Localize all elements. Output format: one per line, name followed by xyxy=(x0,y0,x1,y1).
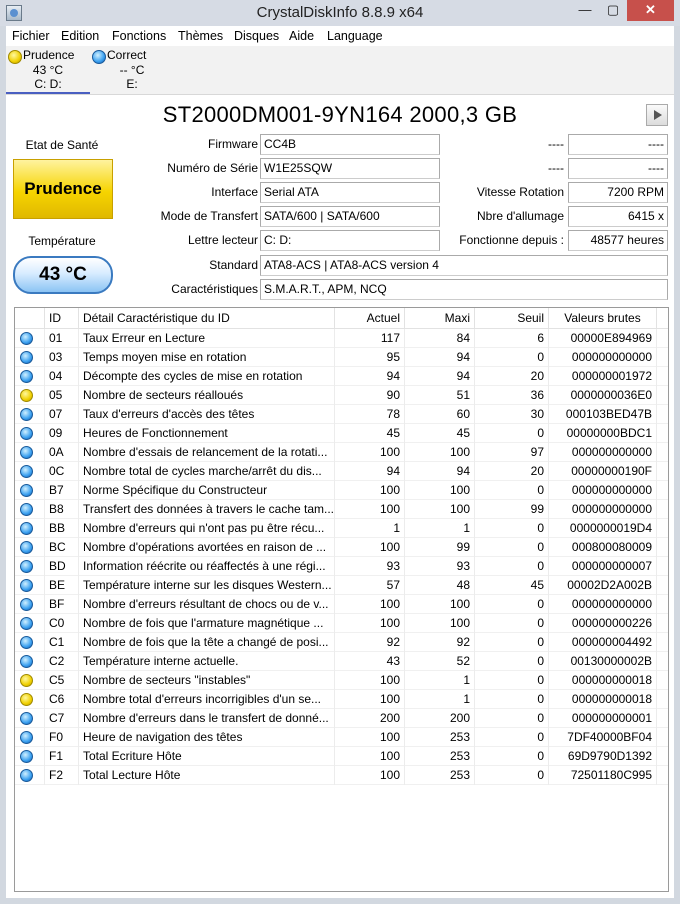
raw-value: 72501180C995 xyxy=(549,766,657,785)
raw-value: 000000000000 xyxy=(549,348,657,367)
table-row[interactable] xyxy=(15,443,668,462)
worst-value: 1 xyxy=(405,671,475,690)
current-value: 100 xyxy=(335,595,405,614)
attribute-id: C1 xyxy=(45,633,79,652)
threshold-value: 0 xyxy=(475,671,549,690)
threshold-value: 6 xyxy=(475,329,549,348)
table-row[interactable] xyxy=(15,766,668,785)
main-window xyxy=(6,26,674,898)
attribute-name: Total Ecriture Hôte xyxy=(79,747,335,766)
status-cell xyxy=(15,633,45,652)
good-status-icon xyxy=(20,503,33,516)
drive-temperature: -- °C xyxy=(119,63,145,77)
table-row[interactable] xyxy=(15,500,668,519)
attribute-name: Information réécrite ou réaffectés à une régi... xyxy=(79,557,335,576)
table-row[interactable] xyxy=(15,728,668,747)
transfer-mode-field: SATA/600 | SATA/600 xyxy=(260,206,440,227)
worst-value: 52 xyxy=(405,652,475,671)
attribute-name: Heure de navigation des têtes xyxy=(79,728,335,747)
current-value: 57 xyxy=(335,576,405,595)
raw-value: 000000000000 xyxy=(549,595,657,614)
table-row[interactable] xyxy=(15,519,668,538)
worst-value: 94 xyxy=(405,348,475,367)
raw-value: 000000000018 xyxy=(549,671,657,690)
worst-value: 100 xyxy=(405,614,475,633)
threshold-value: 0 xyxy=(475,595,549,614)
attribute-name: Température interne sur les disques Western... xyxy=(79,576,335,595)
features-field: S.M.A.R.T., APM, NCQ xyxy=(260,279,668,300)
current-value: 95 xyxy=(335,348,405,367)
current-value: 45 xyxy=(335,424,405,443)
caution-status-icon xyxy=(20,389,33,402)
drive-tab-c[interactable] xyxy=(6,48,90,94)
raw-value: 00000000190F xyxy=(549,462,657,481)
firmware-label: Firmware xyxy=(208,137,258,151)
attribute-name: Nombre d'erreurs qui n'ont pas pu être récu... xyxy=(79,519,335,538)
raw-value: 7DF40000BF04 xyxy=(549,728,657,747)
menu-aide[interactable]: Aide xyxy=(289,29,315,43)
good-status-icon xyxy=(20,541,33,554)
threshold-value: 0 xyxy=(475,766,549,785)
attribute-name: Nombre de fois que l'armature magnétique ... xyxy=(79,614,335,633)
current-value: 94 xyxy=(335,462,405,481)
good-status-icon xyxy=(20,636,33,649)
threshold-value: 0 xyxy=(475,538,549,557)
worst-value: 100 xyxy=(405,481,475,500)
attribute-name: Nombre de secteurs réalloués xyxy=(79,386,335,405)
raw-value: 000800080009 xyxy=(549,538,657,557)
worst-value: 1 xyxy=(405,690,475,709)
table-row[interactable] xyxy=(15,329,668,348)
smart-table[interactable] xyxy=(14,307,669,892)
id-column-header[interactable]: ID xyxy=(45,308,79,328)
status-cell xyxy=(15,424,45,443)
current-value: 100 xyxy=(335,728,405,747)
worst-value: 253 xyxy=(405,766,475,785)
good-status-icon xyxy=(20,332,33,345)
attribute-name: Transfert des données à travers le cache tam... xyxy=(79,500,335,519)
attribute-id: 05 xyxy=(45,386,79,405)
serial-field: W1E25SQW xyxy=(260,158,440,179)
power-on-count-field: 6415 x xyxy=(568,206,668,227)
attribute-id: BF xyxy=(45,595,79,614)
current-value: 93 xyxy=(335,557,405,576)
firmware-field: CC4B xyxy=(260,134,440,155)
attribute-name: Nombre de fois que la tête a changé de posi... xyxy=(79,633,335,652)
raw-value: 000000000000 xyxy=(549,481,657,500)
current-value: 94 xyxy=(335,367,405,386)
worst-value: 100 xyxy=(405,443,475,462)
attribute-id: B8 xyxy=(45,500,79,519)
current-value: 100 xyxy=(335,443,405,462)
menu-fichier[interactable]: Fichier xyxy=(12,29,50,43)
empty-field-2: ---- xyxy=(568,158,668,179)
current-value: 100 xyxy=(335,500,405,519)
threshold-value: 0 xyxy=(475,481,549,500)
status-column-header xyxy=(15,308,45,328)
attribute-id: C0 xyxy=(45,614,79,633)
worst-value: 99 xyxy=(405,538,475,557)
table-row[interactable] xyxy=(15,557,668,576)
threshold-value: 45 xyxy=(475,576,549,595)
threshold-value: 36 xyxy=(475,386,549,405)
threshold-value: 0 xyxy=(475,348,549,367)
current-value: 1 xyxy=(335,519,405,538)
table-row[interactable] xyxy=(15,595,668,614)
transfer-mode-label: Mode de Transfert xyxy=(160,209,258,223)
threshold-value: 0 xyxy=(475,633,549,652)
attribute-id: 0A xyxy=(45,443,79,462)
disk-title: ST2000DM001-9YN164 2000,3 GB xyxy=(162,102,518,127)
attribute-name: Nombre d'essais de relancement de la rotati... xyxy=(79,443,335,462)
status-cell xyxy=(15,443,45,462)
close-button[interactable]: ✕ xyxy=(627,0,674,21)
good-status-icon xyxy=(20,560,33,573)
attribute-column-header[interactable]: Détail Caractéristique du ID xyxy=(79,308,335,328)
menu-bar xyxy=(6,26,674,46)
temperature-display[interactable]: 43 °C xyxy=(13,256,113,294)
threshold-value: 0 xyxy=(475,519,549,538)
rotation-speed-label: Vitesse Rotation xyxy=(476,185,564,199)
status-cell xyxy=(15,690,45,709)
good-status-icon xyxy=(92,50,106,64)
table-row[interactable] xyxy=(15,538,668,557)
table-row[interactable] xyxy=(15,424,668,443)
rotation-speed-field: 7200 RPM xyxy=(568,182,668,203)
good-status-icon xyxy=(20,427,33,440)
good-status-icon xyxy=(20,484,33,497)
serial-label: Numéro de Série xyxy=(167,161,258,175)
attribute-id: F0 xyxy=(45,728,79,747)
threshold-value: 97 xyxy=(475,443,549,462)
attribute-id: C2 xyxy=(45,652,79,671)
raw-value: 000000000226 xyxy=(549,614,657,633)
table-row[interactable] xyxy=(15,747,668,766)
attribute-id: 04 xyxy=(45,367,79,386)
table-row[interactable] xyxy=(15,576,668,595)
worst-value: 253 xyxy=(405,728,475,747)
current-value: 78 xyxy=(335,405,405,424)
menu-fonctions[interactable]: Fonctions xyxy=(112,29,167,43)
attribute-name: Nombre total d'erreurs incorrigibles d'un se... xyxy=(79,690,335,709)
good-status-icon xyxy=(20,750,33,763)
attribute-id: 03 xyxy=(45,348,79,367)
empty-field-1: ---- xyxy=(568,134,668,155)
good-status-icon xyxy=(20,617,33,630)
attribute-name: Nombre d'erreurs résultant de chocs ou de v... xyxy=(79,595,335,614)
table-row[interactable] xyxy=(15,633,668,652)
minimize-button[interactable]: — xyxy=(578,2,592,17)
menu-themes[interactable]: Thèmes xyxy=(178,29,224,43)
power-on-hours-field: 48577 heures xyxy=(568,230,668,251)
attribute-id: C6 xyxy=(45,690,79,709)
worst-value: 51 xyxy=(405,386,475,405)
status-cell xyxy=(15,405,45,424)
current-value: 100 xyxy=(335,690,405,709)
threshold-value: 0 xyxy=(475,747,549,766)
table-row[interactable] xyxy=(15,709,668,728)
interface-field: Serial ATA xyxy=(260,182,440,203)
temperature-label: Température xyxy=(28,234,96,248)
menu-disques[interactable]: Disques xyxy=(234,29,280,43)
attribute-name: Nombre de secteurs "instables" xyxy=(79,671,335,690)
drive-temperature: 43 °C xyxy=(32,63,64,77)
status-cell xyxy=(15,329,45,348)
current-value: 90 xyxy=(335,386,405,405)
table-row[interactable] xyxy=(15,386,668,405)
attribute-name: Nombre total de cycles marche/arrêt du dis... xyxy=(79,462,335,481)
worst-value: 92 xyxy=(405,633,475,652)
worst-value: 94 xyxy=(405,367,475,386)
status-cell xyxy=(15,728,45,747)
current-value: 100 xyxy=(335,747,405,766)
table-row[interactable] xyxy=(15,481,668,500)
attribute-name: Décompte des cycles de mise en rotation xyxy=(79,367,335,386)
smart-table-header xyxy=(15,308,668,329)
interface-label: Interface xyxy=(211,185,258,199)
features-label: Caractéristiques xyxy=(171,282,258,296)
raw-value: 000103BED47B xyxy=(549,405,657,424)
status-cell xyxy=(15,766,45,785)
table-row[interactable] xyxy=(15,690,668,709)
caution-status-icon xyxy=(8,50,22,64)
table-row[interactable] xyxy=(15,652,668,671)
worst-value: 1 xyxy=(405,519,475,538)
status-cell xyxy=(15,614,45,633)
power-on-count-label: Nbre d'allumage xyxy=(476,209,564,223)
drive-selector-bar xyxy=(6,46,674,95)
next-disk-button[interactable] xyxy=(646,104,668,126)
status-cell xyxy=(15,557,45,576)
status-cell xyxy=(15,709,45,728)
attribute-name: Taux d'erreurs d'accès des têtes xyxy=(79,405,335,424)
good-status-icon xyxy=(20,370,33,383)
standard-label: Standard xyxy=(209,258,258,272)
current-value: 92 xyxy=(335,633,405,652)
title-bar xyxy=(0,0,680,26)
raw-value: 69D9790D1392 xyxy=(549,747,657,766)
status-cell xyxy=(15,671,45,690)
good-status-icon xyxy=(20,712,33,725)
threshold-value: 0 xyxy=(475,614,549,633)
good-status-icon xyxy=(20,655,33,668)
attribute-name: Norme Spécifique du Constructeur xyxy=(79,481,335,500)
attribute-name: Temps moyen mise en rotation xyxy=(79,348,335,367)
threshold-value: 0 xyxy=(475,728,549,747)
threshold-value: 0 xyxy=(475,652,549,671)
attribute-id: 01 xyxy=(45,329,79,348)
table-row[interactable] xyxy=(15,367,668,386)
attribute-id: 07 xyxy=(45,405,79,424)
current-value: 43 xyxy=(335,652,405,671)
attribute-name: Nombre d'erreurs dans le transfert de donné... xyxy=(79,709,335,728)
table-row[interactable] xyxy=(15,614,668,633)
attribute-id: BB xyxy=(45,519,79,538)
threshold-value: 20 xyxy=(475,462,549,481)
raw-values-column-header[interactable]: Valeurs brutes xyxy=(549,308,657,328)
raw-value: 000000000018 xyxy=(549,690,657,709)
good-status-icon xyxy=(20,579,33,592)
threshold-value: 0 xyxy=(475,557,549,576)
status-cell xyxy=(15,386,45,405)
worst-value: 48 xyxy=(405,576,475,595)
current-value: 200 xyxy=(335,709,405,728)
raw-value: 0000000019D4 xyxy=(549,519,657,538)
good-status-icon xyxy=(20,522,33,535)
table-row[interactable] xyxy=(15,671,668,690)
threshold-value: 0 xyxy=(475,690,549,709)
status-cell xyxy=(15,481,45,500)
attribute-name: Température interne actuelle. xyxy=(79,652,335,671)
raw-value: 000000000001 xyxy=(549,709,657,728)
worst-value: 100 xyxy=(405,500,475,519)
current-value: 100 xyxy=(335,481,405,500)
drive-status: Correct xyxy=(107,48,147,62)
attribute-id: BC xyxy=(45,538,79,557)
raw-value: 000000000007 xyxy=(549,557,657,576)
raw-value: 0000000036E0 xyxy=(549,386,657,405)
attribute-name: Total Lecture Hôte xyxy=(79,766,335,785)
standard-field: ATA8-ACS | ATA8-ACS version 4 xyxy=(260,255,668,276)
attribute-id: BE xyxy=(45,576,79,595)
attribute-id: BD xyxy=(45,557,79,576)
attribute-id: C5 xyxy=(45,671,79,690)
threshold-column-header[interactable]: Seuil xyxy=(475,308,549,328)
menu-language[interactable]: Language xyxy=(327,29,383,43)
drive-letter-label: Lettre lecteur xyxy=(187,233,258,247)
table-row[interactable] xyxy=(15,462,668,481)
worst-value: 93 xyxy=(405,557,475,576)
attribute-id: C7 xyxy=(45,709,79,728)
raw-value: 00130000002B xyxy=(549,652,657,671)
raw-value: 000000000000 xyxy=(549,443,657,462)
empty-label-2: ---- xyxy=(548,161,564,175)
maximize-button[interactable]: ▢ xyxy=(606,2,620,17)
good-status-icon xyxy=(20,408,33,421)
raw-value: 000000001972 xyxy=(549,367,657,386)
menu-edition[interactable]: Edition xyxy=(61,29,100,43)
table-row[interactable] xyxy=(15,348,668,367)
current-value: 100 xyxy=(335,614,405,633)
caution-status-icon xyxy=(20,693,33,706)
status-cell xyxy=(15,747,45,766)
good-status-icon xyxy=(20,351,33,364)
table-row[interactable] xyxy=(15,405,668,424)
caution-status-icon xyxy=(20,674,33,687)
threshold-value: 99 xyxy=(475,500,549,519)
good-status-icon xyxy=(20,769,33,782)
status-cell xyxy=(15,462,45,481)
drive-letters: C: D: xyxy=(34,77,62,91)
status-cell xyxy=(15,595,45,614)
attribute-id: 0C xyxy=(45,462,79,481)
attribute-id: B7 xyxy=(45,481,79,500)
empty-label-1: ---- xyxy=(548,137,564,151)
threshold-value: 30 xyxy=(475,405,549,424)
current-column-header[interactable]: Actuel xyxy=(335,308,405,328)
current-value: 100 xyxy=(335,671,405,690)
worst-column-header[interactable]: Maxi xyxy=(405,308,475,328)
status-cell xyxy=(15,500,45,519)
status-cell xyxy=(15,538,45,557)
good-status-icon xyxy=(20,731,33,744)
current-value: 100 xyxy=(335,538,405,557)
threshold-value: 0 xyxy=(475,424,549,443)
worst-value: 200 xyxy=(405,709,475,728)
threshold-value: 0 xyxy=(475,709,549,728)
attribute-name: Nombre d'opérations avortées en raison de ... xyxy=(79,538,335,557)
worst-value: 84 xyxy=(405,329,475,348)
status-cell xyxy=(15,652,45,671)
attribute-id: F1 xyxy=(45,747,79,766)
raw-value: 000000004492 xyxy=(549,633,657,652)
health-label: Etat de Santé xyxy=(25,138,99,152)
raw-value: 00000E894969 xyxy=(549,329,657,348)
current-value: 117 xyxy=(335,329,405,348)
drive-letters: E: xyxy=(126,77,138,91)
attribute-id: F2 xyxy=(45,766,79,785)
raw-value: 000000000000 xyxy=(549,500,657,519)
worst-value: 100 xyxy=(405,595,475,614)
good-status-icon xyxy=(20,598,33,611)
drive-tab-e[interactable] xyxy=(90,48,174,94)
status-cell xyxy=(15,367,45,386)
worst-value: 60 xyxy=(405,405,475,424)
status-cell xyxy=(15,348,45,367)
drive-status: Prudence xyxy=(23,48,75,62)
good-status-icon xyxy=(20,465,33,478)
worst-value: 253 xyxy=(405,747,475,766)
attribute-name: Taux Erreur en Lecture xyxy=(79,329,335,348)
status-cell xyxy=(15,576,45,595)
worst-value: 94 xyxy=(405,462,475,481)
attribute-id: 09 xyxy=(45,424,79,443)
power-on-hours-label: Fonctionne depuis : xyxy=(459,233,564,247)
health-status-button[interactable]: Prudence xyxy=(13,159,113,219)
threshold-value: 20 xyxy=(475,367,549,386)
attribute-name: Heures de Fonctionnement xyxy=(79,424,335,443)
raw-value: 00000000BDC1 xyxy=(549,424,657,443)
good-status-icon xyxy=(20,446,33,459)
worst-value: 45 xyxy=(405,424,475,443)
current-value: 100 xyxy=(335,766,405,785)
raw-value: 00002D2A002B xyxy=(549,576,657,595)
drive-letter-field: C: D: xyxy=(260,230,440,251)
window-title: CrystalDiskInfo 8.8.9 x64 xyxy=(256,4,424,21)
status-cell xyxy=(15,519,45,538)
